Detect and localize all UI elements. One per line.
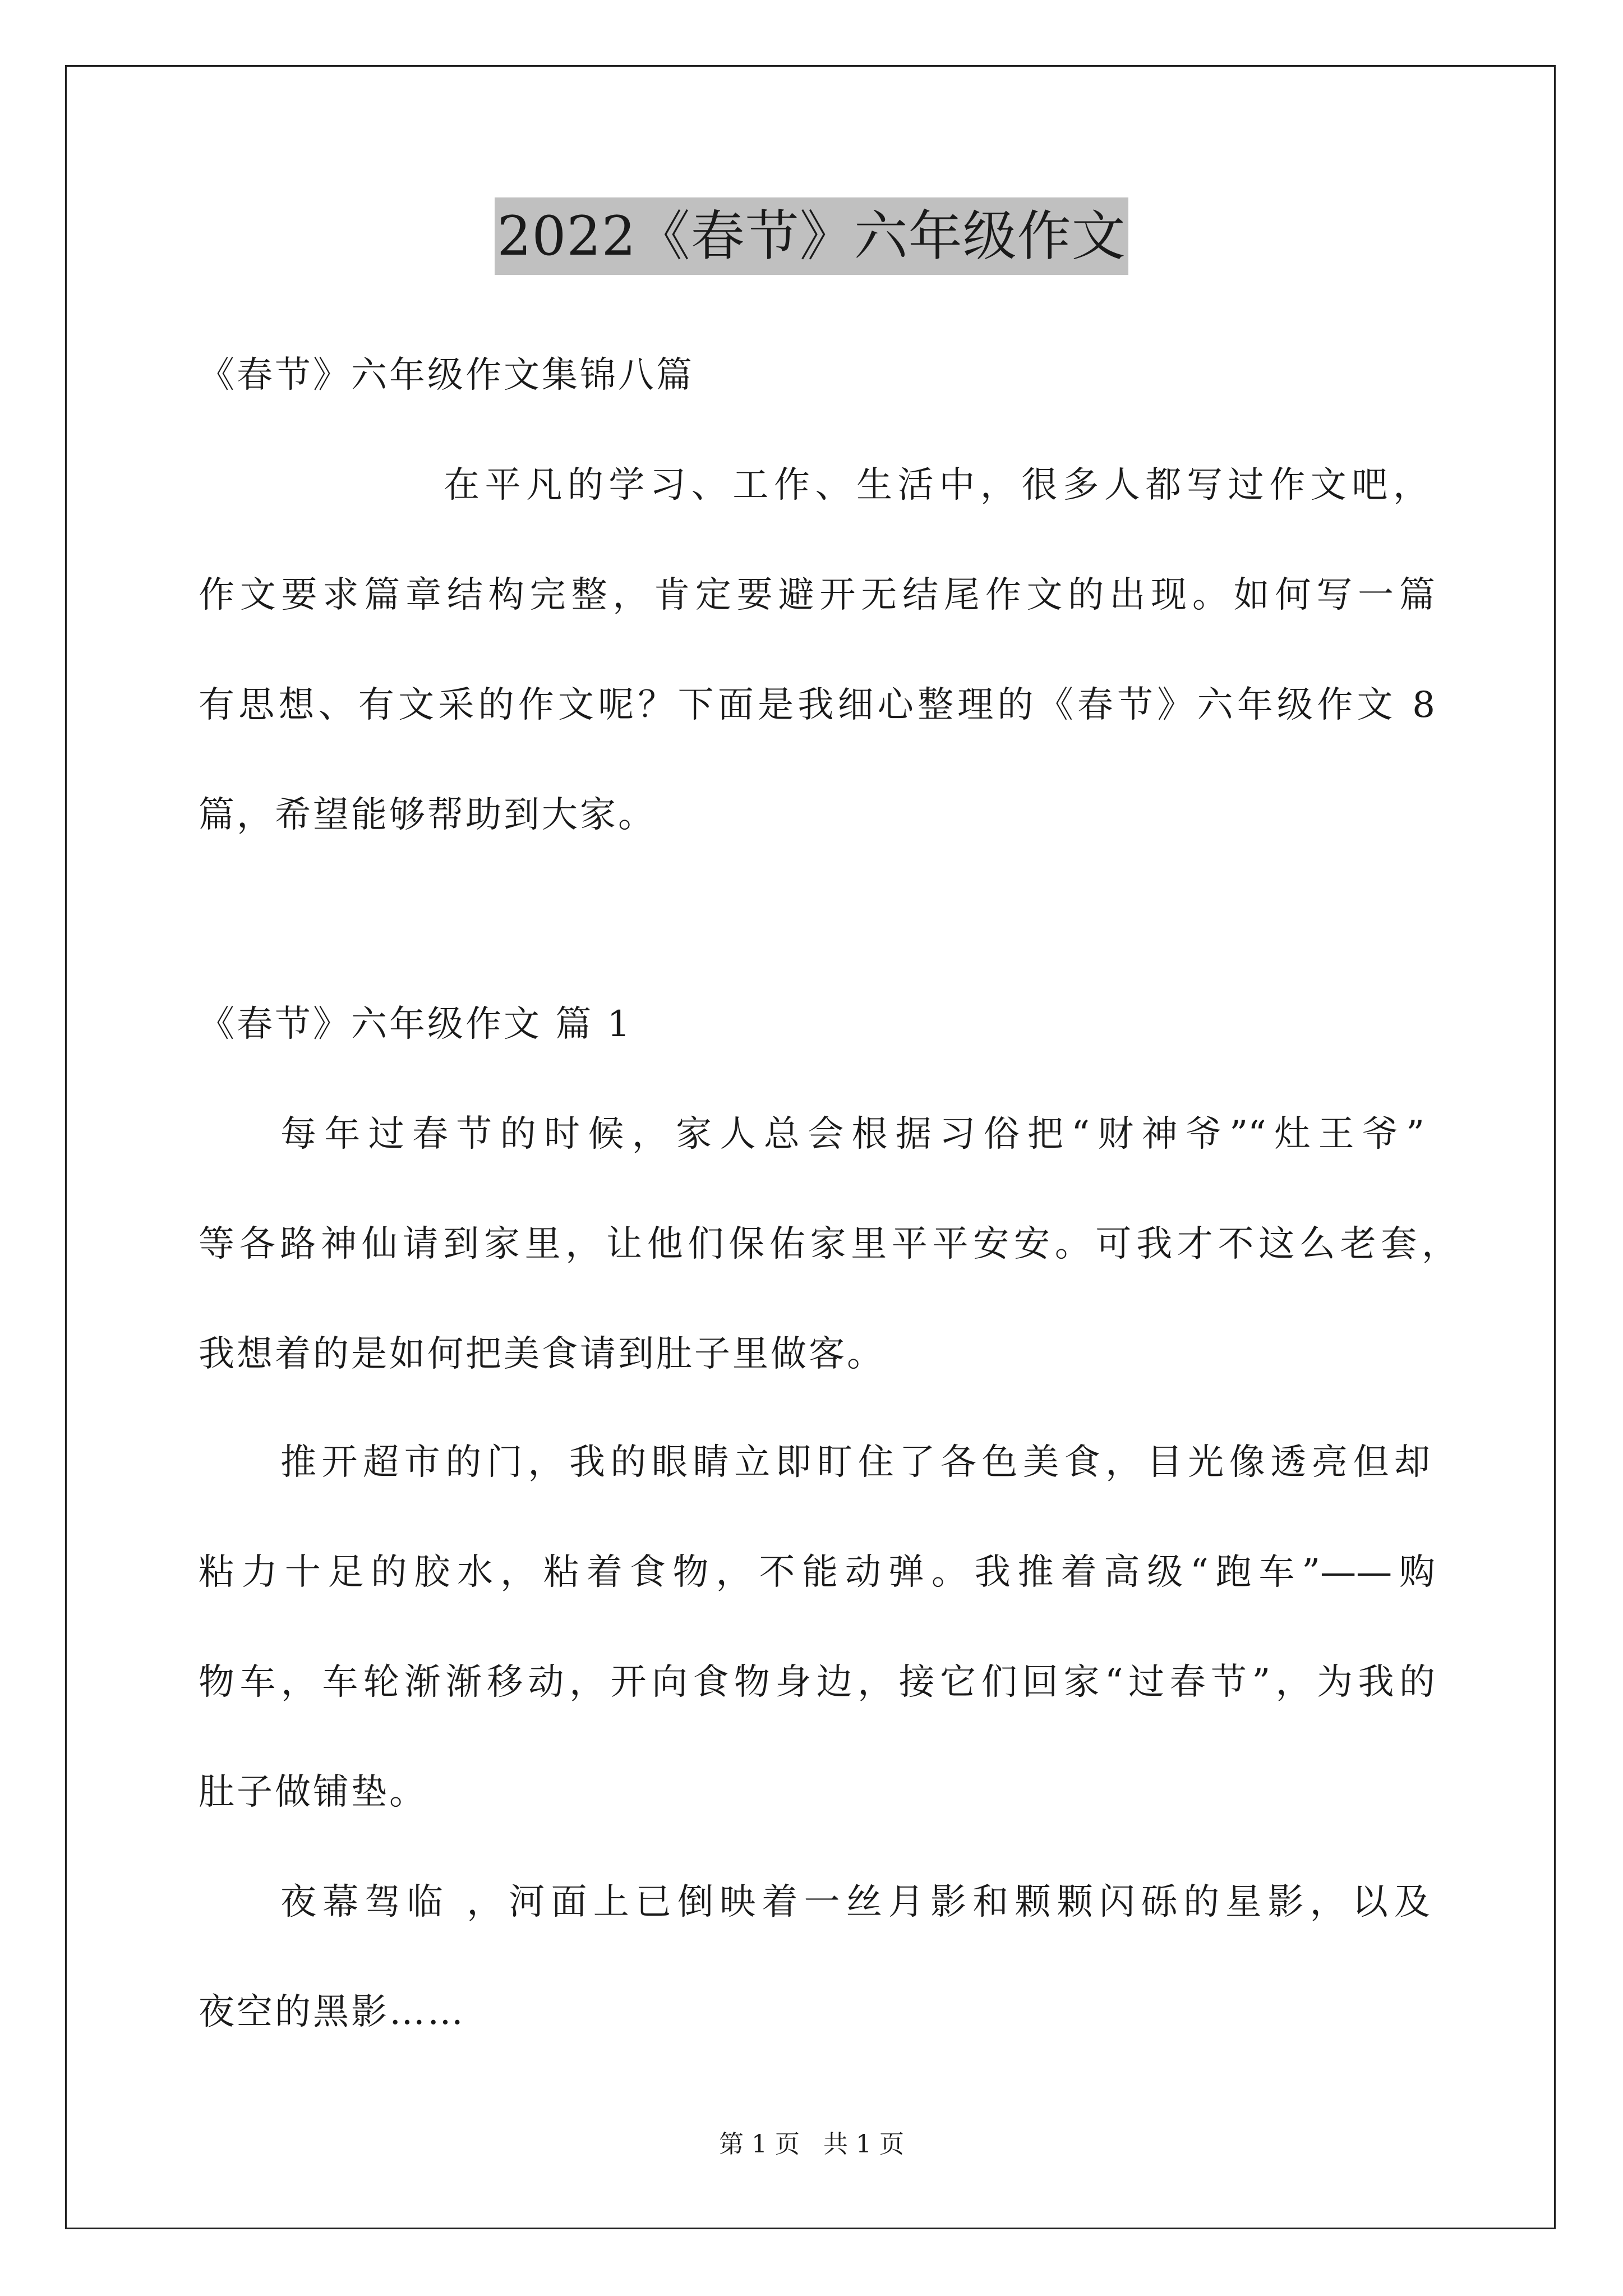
- intro-line: 在平凡的学习、工作、生活中，很多人都写过作文吧，: [444, 464, 1429, 506]
- body-line: 每年过春节的时候，家人总会根据习俗把“财神爷”“灶王爷”: [280, 1114, 1424, 1155]
- page-footer: 第 1 页 共 1 页: [719, 2130, 904, 2159]
- intro-line: 作文要求篇章结构完整，肯定要避开无结尾作文的出现。如何写一篇: [199, 574, 1435, 616]
- body-line: 粘力十足的胶水，粘着食物，不能动弹。我推着高级“跑车”——购: [199, 1552, 1435, 1593]
- body-line: 我想着的是如何把美食请到肚子里做客。: [199, 1333, 885, 1375]
- body-line: 夜空的黑影……: [199, 1991, 465, 2033]
- intro-line: 有思想、有文采的作文呢？下面是我细心整理的《春节》六年级作文 8: [199, 684, 1435, 726]
- body-line: 推开超市的门，我的眼睛立即盯住了各色美食，目光像透亮但却: [280, 1442, 1430, 1483]
- document-title: 2022《春节》六年级作文: [495, 197, 1128, 275]
- intro-line: 篇，希望能够帮助到大家。: [199, 794, 656, 836]
- section-heading: 《春节》六年级作文 篇 1: [199, 1004, 633, 1045]
- title-container: [0, 197, 1623, 275]
- document-subtitle: 《春节》六年级作文集锦八篇: [199, 355, 694, 396]
- body-line: 等各路神仙请到家里，让他们保佑家里平平安安。可我才不这么老套，: [199, 1223, 1458, 1265]
- body-line: 肚子做铺垫。: [199, 1772, 427, 1813]
- body-line: 夜幕驾临 ，河面上已倒映着一丝月影和颗颗闪砾的星影，以及: [280, 1881, 1430, 1923]
- body-line: 物车，车轮渐渐移动，开向食物身边，接它们回家“过春节”，为我的: [199, 1662, 1435, 1703]
